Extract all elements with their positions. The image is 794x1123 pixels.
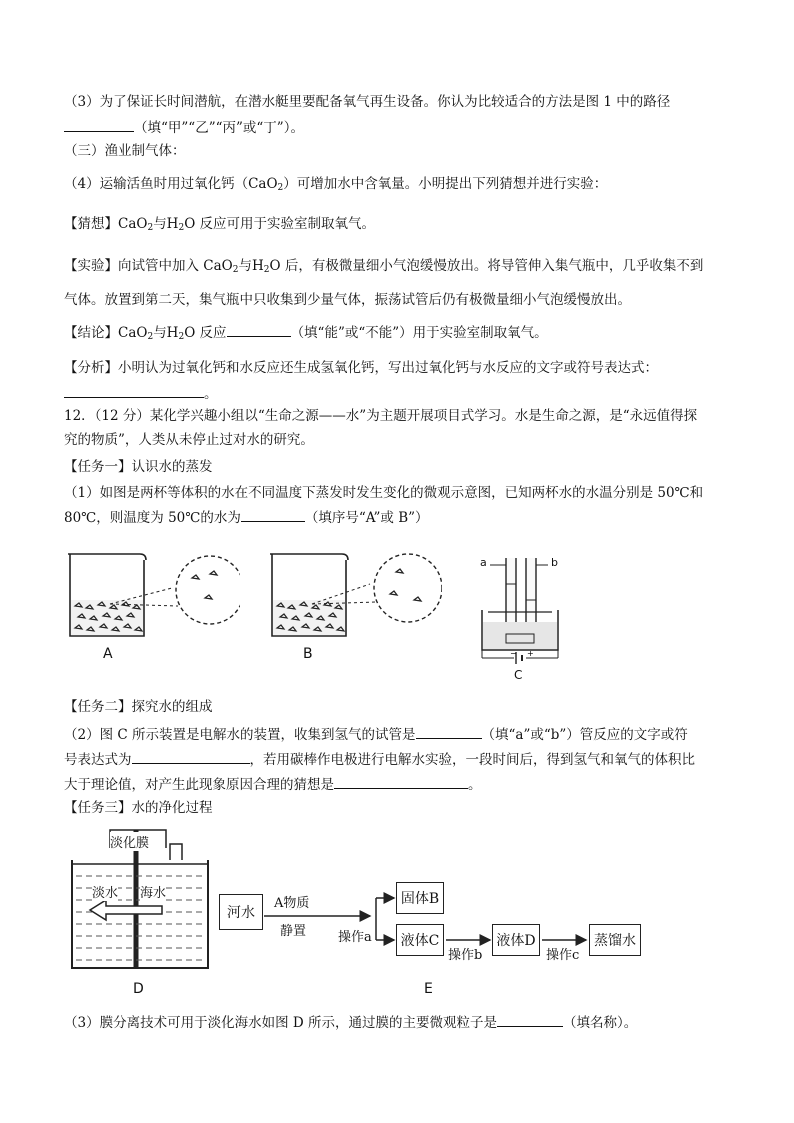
experiment-line2: 气体。放置到第二天，集气瓶中只收集到少量气体，振荡试管后仍有极微量细小气泡缓慢放出。 <box>64 292 631 308</box>
question-3-hint: （填“甲”“乙”“丙”或“丁”）。 <box>134 120 304 136</box>
figure-b-beaker <box>262 548 442 678</box>
task-2-q2-line1: （2）图 C 所示装置是电解水的装置，收集到氢气的试管是 （填“a”或“b”）管反应的文字或符 <box>64 724 688 745</box>
answer-blank[interactable] <box>132 749 250 764</box>
task-3-q3: （3）膜分离技术可用于淡化海水如图 D 所示，通过膜的主要微观粒子是 （填名称）。 <box>64 1012 637 1033</box>
task-1-q1-line1: （1）如图是两杯等体积的水在不同温度下蒸发时发生变化的微观示意图，已知两杯水的水温分别是 50℃和 <box>64 485 704 501</box>
flow-settle: 静置 <box>280 924 307 939</box>
flow-distilled-water: 蒸馏水 <box>589 924 641 956</box>
flow-liquid-d: 液体D <box>492 924 540 956</box>
figure-a-beaker <box>60 548 240 678</box>
answer-blank[interactable] <box>497 1012 563 1027</box>
task-1-heading: 【任务一】认识水的蒸发 <box>64 459 213 475</box>
answer-blank[interactable] <box>241 507 305 522</box>
answer-blank[interactable] <box>334 774 468 789</box>
figure-d-label: D <box>133 981 144 997</box>
flow-solid-b: 固体B <box>396 882 444 914</box>
flow-liquid-c: 液体C <box>396 924 444 956</box>
task-1-q1-line2: 80℃，则温度为 50℃的水为 （填序号“A”或 B”） <box>64 507 429 528</box>
figure-d-fresh-label: 淡水 <box>92 882 118 901</box>
question-12-line2: 究的物质”，人类从未停止过对水的研究。 <box>64 432 314 448</box>
figure-a-label: A <box>103 646 113 662</box>
figure-c-tube-b-label: b <box>551 556 558 569</box>
guess-line: 【猜想】CaO$_2$与$H_2O$ 反应可用于实验室制取氧气。 <box>64 216 376 233</box>
task-2-heading: 【任务二】探究水的组成 <box>64 699 213 715</box>
experiment-tag: 【实验】 <box>64 258 118 274</box>
answer-blank[interactable] <box>227 322 291 337</box>
flow-operation-a: 操作a <box>338 930 372 945</box>
figure-c-label: C <box>514 668 523 682</box>
conclusion-tag: 【结论】 <box>64 325 118 341</box>
analysis-line: 【分析】小明认为过氧化钙和水反应还生成氢氧化钙，写出过氧化钙与水反应的文字或符号表达式： <box>64 360 658 376</box>
flow-a-substance: A物质 <box>274 896 310 911</box>
flow-operation-c: 操作c <box>546 948 580 963</box>
question-4: （4）运输活鱼时用过氧化钙（CaO$_2$）可增加水中含氧量。小明提出下列猜想并进行实验： <box>64 176 608 193</box>
question-12-line1: 12．（12 分）某化学兴趣小组以“生命之源——水”为主题开展项目式学习。水是生命之源，是“永远值得探 <box>64 408 698 424</box>
figure-e-label: E <box>424 981 433 997</box>
answer-blank[interactable] <box>64 383 204 398</box>
question-3-line2 <box>64 117 304 138</box>
answer-blank[interactable] <box>64 117 134 132</box>
task-2-q2-line2: 号表达式为 ，若用碳棒作电极进行电解水实验，一段时间后，得到氢气和氧气的体积比 <box>64 749 695 770</box>
figure-d-sea-label: 海水 <box>140 882 166 901</box>
figure-b-label: B <box>303 646 313 662</box>
question-3-line1: （3）为了保证长时间潜航，在潜水艇里要配备氧气再生设备。你认为比较适合的方法是图 1 中的路径 <box>64 94 671 110</box>
answer-blank[interactable] <box>416 724 482 739</box>
svg-text:−: − <box>510 649 517 658</box>
guess-tag: 【猜想】 <box>64 216 118 232</box>
task-3-heading: 【任务三】水的净化过程 <box>64 800 213 816</box>
svg-text:+: + <box>527 649 534 658</box>
flow-operation-b: 操作b <box>448 948 483 963</box>
analysis-answer: 。 <box>64 383 218 404</box>
conclusion-line: 【结论】CaO$_2$与$H_2O$ 反应 （填“能”或“不能”）用于实验室制取氧气。 <box>64 322 548 347</box>
section-3-heading: （三）渔业制气体： <box>64 143 186 159</box>
flow-river-water: 河水 <box>219 894 263 930</box>
figure-d-membrane-label: 淡化膜 <box>110 832 149 851</box>
experiment-line1: 【实验】向试管中加入 CaO$_2$与$H_2O$ 后，有极微量细小气泡缓慢放出。将导管伸入集气瓶中，几乎收集不到 <box>64 258 704 275</box>
task-2-q2-line3: 大于理论值，对产生此现象原因合理的猜想是 。 <box>64 774 482 795</box>
analysis-tag: 【分析】 <box>64 360 118 376</box>
figure-c-tube-a-label: a <box>480 556 487 569</box>
